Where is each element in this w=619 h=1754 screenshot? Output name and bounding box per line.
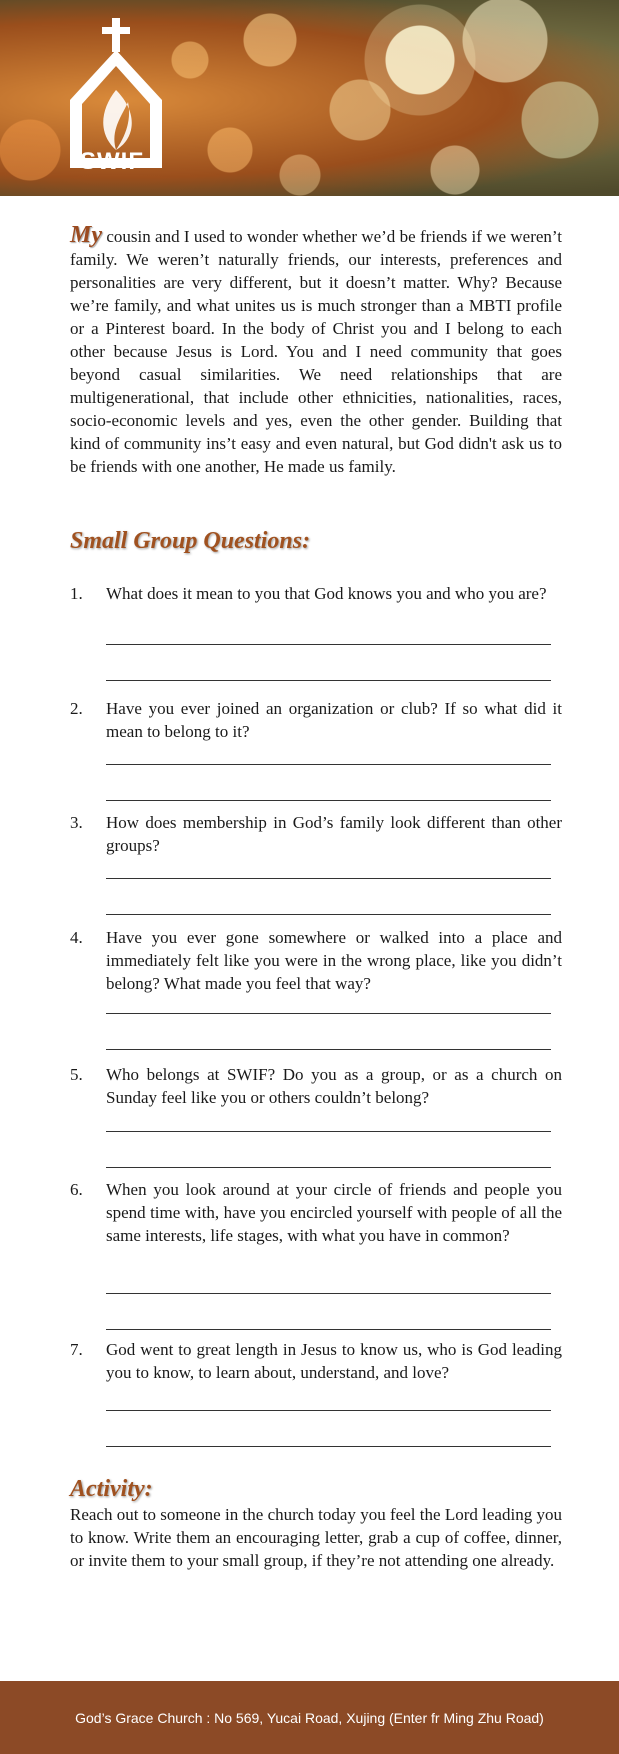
answer-line[interactable] [106, 1329, 551, 1330]
answer-line[interactable] [106, 1167, 551, 1168]
answer-line[interactable] [106, 680, 551, 681]
question-number: 3. [70, 813, 83, 832]
question-text: Have you ever joined an organization or club? If so what did it mean to belong to it? [106, 699, 562, 741]
answer-line[interactable] [106, 1446, 551, 1447]
question-number: 2. [70, 699, 83, 718]
questions-title: Small Group Questions: [70, 528, 311, 554]
question-item [70, 1178, 562, 1247]
answer-line[interactable] [106, 644, 551, 645]
question-number: 1. [70, 584, 83, 603]
header-banner [0, 0, 619, 196]
question-number: 6. [70, 1180, 83, 1199]
question-number: 4. [70, 928, 83, 947]
question-number: 5. [70, 1065, 83, 1084]
answer-line[interactable] [106, 764, 551, 765]
answer-line[interactable] [106, 914, 551, 915]
question-item [70, 582, 562, 605]
question-item [70, 697, 562, 743]
activity-text: Reach out to someone in the church today you feel the Lord leading you to know. Write them an encouraging letter, grab a cup of coffee, dinner, or invite them to your small group, if they’re not attending one already. [70, 1505, 562, 1570]
question-text: Have you ever gone somewhere or walked into a place and immediately felt like you were in the wrong place, like you didn’t belong? What made you feel that way? [106, 928, 562, 993]
answer-line[interactable] [106, 1293, 551, 1294]
intro-first-word: My [70, 222, 102, 248]
question-item [70, 1338, 562, 1384]
footer-address: God’s Grace Church : No 569, Yucai Road, Xujing (Enter fr Ming Zhu Road) [0, 1681, 619, 1754]
question-text: How does membership in God’s family look different than other groups? [106, 813, 562, 855]
answer-line[interactable] [106, 800, 551, 801]
question-text: God went to great length in Jesus to know us, who is God leading you to know, to learn about, understand, and love? [106, 1340, 562, 1382]
logo-text: SWIF [80, 148, 144, 175]
question-text: When you look around at your circle of friends and people you spend time with, have you encircled yourself with people of all the same interests, life stages, with what you have in common? [106, 1180, 562, 1245]
answer-line[interactable] [106, 1013, 551, 1014]
intro-paragraph [70, 224, 562, 478]
answer-line[interactable] [106, 1131, 551, 1132]
question-number: 7. [70, 1340, 83, 1359]
answer-line[interactable] [106, 1410, 551, 1411]
answer-line[interactable] [106, 1049, 551, 1050]
answer-line[interactable] [106, 878, 551, 879]
question-text: What does it mean to you that God knows you and who you are? [106, 584, 547, 603]
question-item [70, 1063, 562, 1109]
activity-title: Activity: [70, 1476, 153, 1502]
question-item [70, 926, 562, 995]
question-text: Who belongs at SWIF? Do you as a group, or as a church on Sunday feel like you or others couldn’t belong? [106, 1065, 562, 1107]
intro-body: cousin and I used to wonder whether we’d be friends if we weren’t family. We weren’t naturally friends, our interests, preferences and personalities are very different, but it doesn’t matter. Why? Because we’re family, and what unites us is much stronger than a MBTI profile or a Pinterest board. In the body of Christ you and I belong to each other because Jesus is Lord. You and I need community that goes beyond casual similarities. We need relationships that are multigenerational, that include other ethnicities, nationalities, races, socio-economic levels and yes, even the other gender. Building that kind of community ins’t easy and even natural, but God didn't ask us to be friends with one another, He made us family. [70, 227, 562, 476]
question-item [70, 811, 562, 857]
